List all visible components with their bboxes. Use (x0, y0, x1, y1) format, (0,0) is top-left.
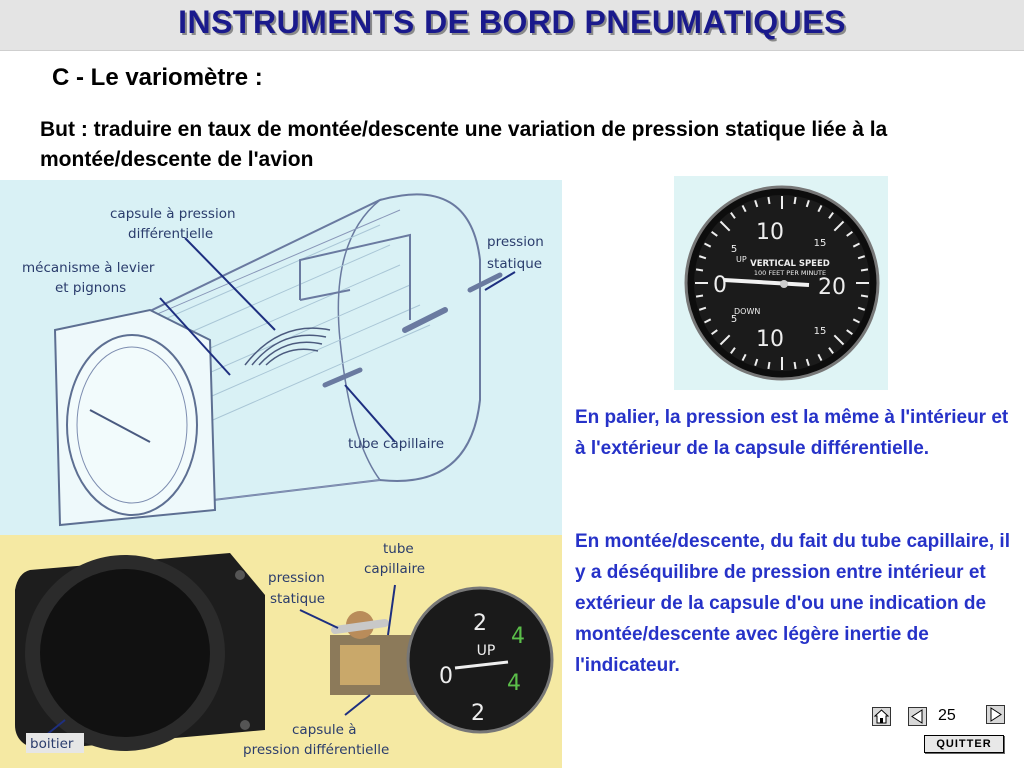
photo-label-case: boitier (30, 736, 74, 752)
info-paragraph-climb-descent: En montée/descente, du fait du tube capillaire, il y a déséquilibre de pression entre intérieur et extérieur de la capsule d'ou une indication de montée/descente avec légère inertie de l'indicateur. (575, 531, 1010, 676)
photo-label-static-2: statique (270, 591, 326, 607)
label-capsule-2: différentielle (128, 226, 214, 242)
gauge-tick (795, 362, 796, 369)
goal-text: But : traduire en taux de montée/descente une variation de pression statique liée à la montée/descente de l'avion (40, 118, 888, 171)
gauge-num-15-top: 15 (813, 238, 827, 249)
gauge-tick (795, 197, 796, 204)
label-capillary: tube capillaire (348, 436, 445, 452)
gauge-num-bottom: 10 (756, 327, 784, 352)
triangle-left-icon (909, 708, 926, 725)
dial-zero: 0 (439, 664, 453, 689)
label-mechanism-1: mécanisme à levier (22, 260, 155, 276)
gauge-up-label: UP (736, 255, 747, 264)
gauge-tick (768, 197, 769, 204)
gauge-num-right: 20 (818, 275, 846, 300)
cutaway-drawing (0, 180, 562, 535)
dial-up-label: UP (476, 643, 496, 659)
triangle-right-icon (987, 706, 1004, 723)
home-button[interactable] (872, 707, 891, 726)
gauge-tick (768, 362, 769, 369)
photo-label-capsule-2: pression différentielle (243, 742, 390, 758)
home-icon (873, 708, 890, 725)
gauge-tick (861, 296, 868, 297)
title-bar (0, 0, 1024, 51)
dial-right-top: 4 (511, 624, 525, 649)
photo-label-capsule-1: capsule à (292, 722, 357, 738)
variometer-cutaway-diagram (0, 180, 562, 535)
vertical-speed-gauge-photo (674, 176, 888, 390)
slide-title: INSTRUMENTS DE BORD PNEUMATIQUES (178, 4, 846, 40)
gauge-num-5-top: 5 (730, 244, 738, 255)
dial-bottom-number: 2 (471, 701, 485, 726)
photo-label-static-1: pression (268, 570, 325, 586)
photo-label-tube-1: tube (383, 541, 414, 557)
photo-label-tube-2: capillaire (364, 561, 426, 577)
label-static-1: pression (487, 234, 544, 250)
gauge-num-5-bottom: 5 (730, 314, 738, 325)
section-title: C - Le variomètre : (52, 64, 263, 91)
gauge-num-top: 10 (756, 220, 784, 245)
gauge-tick (861, 269, 868, 270)
info-paragraph-level-flight: En palier, la pression est la même à l'intérieur et à l'extérieur de la capsule différentielle. (575, 407, 1009, 459)
gauge-drawing (674, 176, 888, 390)
variometer-photo (0, 535, 562, 768)
page-number: 25 (938, 707, 956, 724)
next-slide-button[interactable] (986, 705, 1005, 724)
gauge-num-15-bottom: 15 (813, 326, 827, 337)
gauge-title-1: VERTICAL SPEED (750, 259, 830, 269)
label-static-2: statique (487, 256, 543, 272)
gauge-tick (696, 269, 703, 270)
dial-right-bottom: 4 (507, 671, 521, 696)
previous-slide-button[interactable] (908, 707, 927, 726)
photo-drawing (0, 535, 562, 768)
gauge-down-label: DOWN (734, 307, 761, 316)
quit-button[interactable]: QUITTER (924, 735, 1004, 753)
label-capsule-1: capsule à pression (110, 206, 236, 222)
label-mechanism-2: et pignons (55, 280, 127, 296)
gauge-tick (696, 296, 703, 297)
gauge-title-2: 100 FEET PER MINUTE (753, 269, 827, 277)
gauge-num-zero: 0 (713, 273, 727, 298)
dial-top-number: 2 (473, 611, 487, 636)
